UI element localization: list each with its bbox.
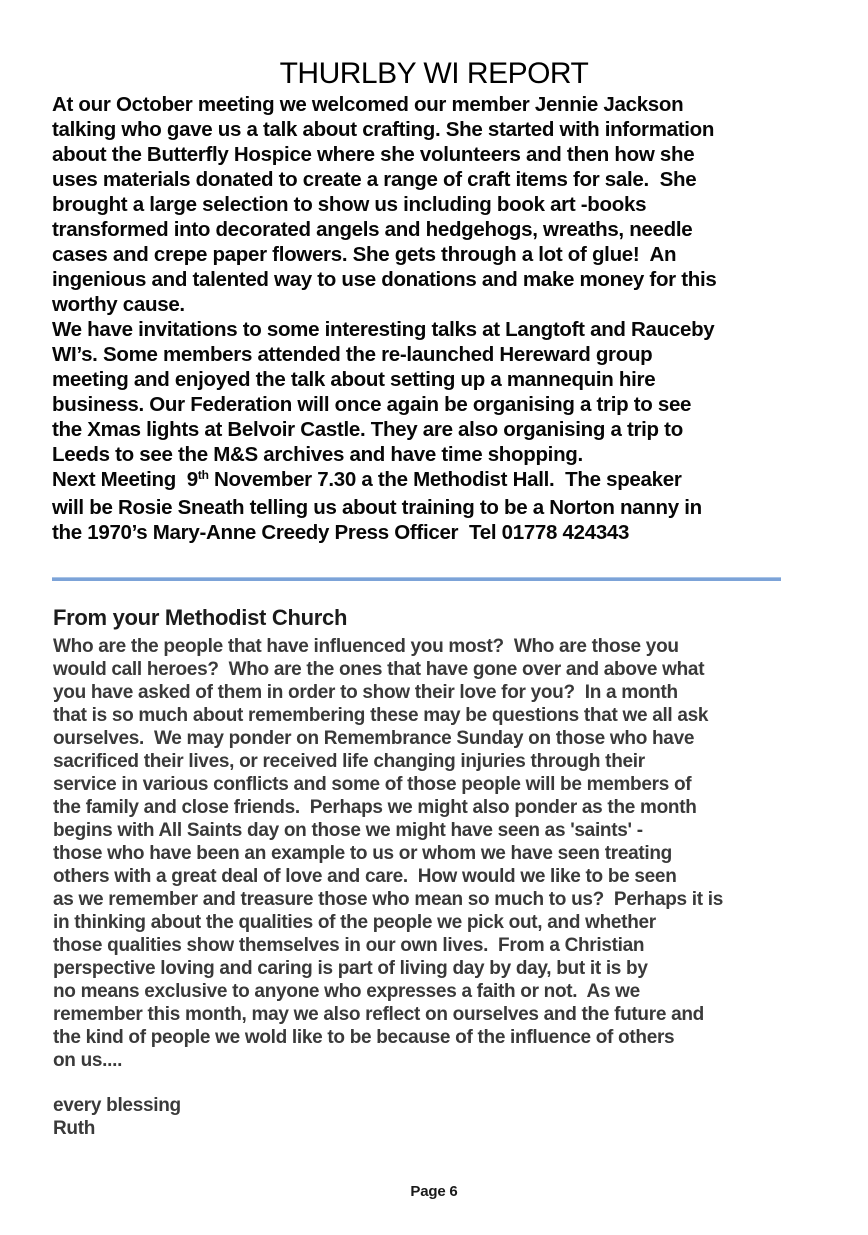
methodist-line: others with a great deal of love and care. How would we like to be seen bbox=[53, 866, 677, 887]
section-divider-line bbox=[52, 577, 781, 581]
methodist-section-heading: From your Methodist Church bbox=[53, 605, 348, 630]
methodist-line: the kind of people we wold like to be because of the influence of others bbox=[53, 1027, 675, 1048]
methodist-line: in thinking about the qualities of the people we pick out, and whether bbox=[53, 912, 656, 933]
signoff-line: every blessing bbox=[53, 1095, 181, 1116]
wi-report-line: worthy cause. bbox=[52, 293, 185, 316]
methodist-line: no means exclusive to anyone who expresses a faith or not. As we bbox=[53, 981, 640, 1002]
wi-report-line: transformed into decorated angels and hedgehogs, wreaths, needle bbox=[52, 218, 693, 241]
wi-report-line: business. Our Federation will once again be organising a trip to see bbox=[52, 393, 692, 416]
methodist-line: the family and close friends. Perhaps we might also ponder as the month bbox=[53, 797, 697, 818]
methodist-line: as we remember and treasure those who mean so much to us? Perhaps it is bbox=[53, 889, 723, 910]
methodist-line: you have asked of them in order to show their love for you? In a month bbox=[53, 682, 678, 703]
methodist-line: that is so much about remembering these may be questions that we all ask bbox=[53, 705, 709, 726]
methodist-line: begins with All Saints day on those we might have seen as 'saints' - bbox=[53, 820, 643, 841]
page-title: THURLBY WI REPORT bbox=[279, 57, 589, 90]
wi-report-line: ingenious and talented way to use donations and make money for this bbox=[52, 268, 717, 291]
wi-report-section bbox=[52, 92, 828, 545]
wi-report-line: the 1970’s Mary-Anne Creedy Press Officer Tel 01778 424343 bbox=[52, 521, 630, 544]
methodist-line: remember this month, may we also reflect on ourselves and the future and bbox=[53, 1004, 704, 1025]
methodist-line: sacrificed their lives, or received life changing injuries through their bbox=[53, 751, 645, 772]
wi-report-line: the Xmas lights at Belvoir Castle. They are also organising a trip to bbox=[52, 418, 683, 441]
wi-report-line: will be Rosie Sneath telling us about training to be a Norton nanny in bbox=[52, 496, 702, 519]
wi-report-line: At our October meeting we welcomed our member Jennie Jackson bbox=[52, 93, 684, 116]
methodist-line: those who have been an example to us or whom we have seen treating bbox=[53, 843, 672, 864]
methodist-section bbox=[53, 635, 828, 1072]
methodist-line: would call heroes? Who are the ones that have gone over and above what bbox=[53, 659, 705, 680]
methodist-line: service in various conflicts and some of those people will be members of bbox=[53, 774, 692, 795]
methodist-line: Who are the people that have influenced you most? Who are those you bbox=[53, 636, 679, 657]
wi-report-line: about the Butterfly Hospice where she volunteers and then how she bbox=[52, 143, 695, 166]
signoff-line: Ruth bbox=[53, 1118, 96, 1139]
ordinal-superscript: th bbox=[197, 468, 209, 482]
next-meeting-line bbox=[52, 467, 828, 495]
wi-report-line: talking who gave us a talk about crafting. She started with information bbox=[52, 118, 715, 141]
wi-report-line: We have invitations to some interesting talks at Langtoft and Rauceby bbox=[52, 318, 715, 341]
wi-report-line: Leeds to see the M&S archives and have time shopping. bbox=[52, 443, 583, 466]
signoff-block bbox=[53, 1094, 181, 1140]
wi-report-line: WI’s. Some members attended the re-launched Hereward group bbox=[52, 343, 653, 366]
methodist-line: on us.... bbox=[53, 1050, 123, 1071]
methodist-line: those qualities show themselves in our own lives. From a Christian bbox=[53, 935, 645, 956]
wi-report-line: brought a large selection to show us including book art -books bbox=[52, 193, 647, 216]
next-meeting-prefix: Next Meeting 9 bbox=[52, 468, 198, 491]
wi-report-line: cases and crepe paper flowers. She gets through a lot of glue! An bbox=[52, 243, 677, 266]
page-number: Page 6 bbox=[410, 1183, 458, 1200]
methodist-line: ourselves. We may ponder on Remembrance Sunday on those who have bbox=[53, 728, 695, 749]
methodist-line: perspective loving and caring is part of living day by day, but it is by bbox=[53, 958, 648, 979]
next-meeting-suffix: November 7.30 a the Methodist Hall. The speaker bbox=[208, 468, 682, 491]
wi-report-line: uses materials donated to create a range of craft items for sale. She bbox=[52, 168, 697, 191]
wi-report-line: meeting and enjoyed the talk about setting up a mannequin hire bbox=[52, 368, 656, 391]
